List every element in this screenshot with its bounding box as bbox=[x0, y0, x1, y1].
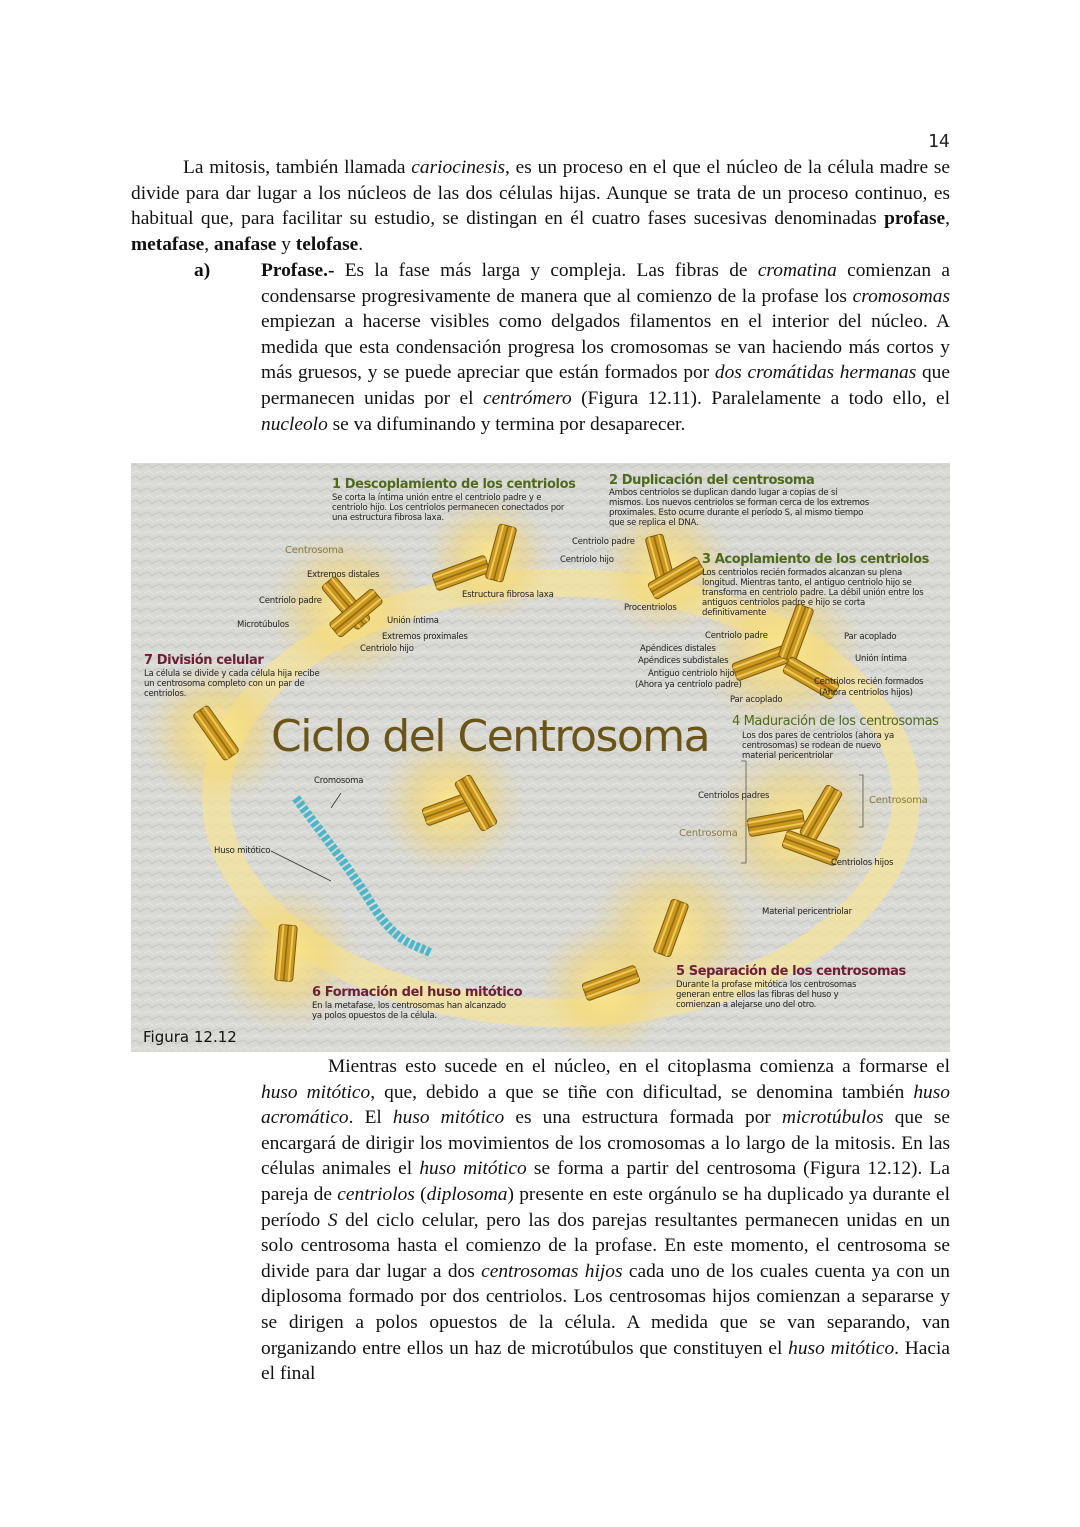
label-antiguo-centriolo-hijo: Antiguo centriolo hijo bbox=[648, 669, 735, 679]
step-2-title: 2 Duplicación del centrosoma bbox=[609, 473, 815, 488]
label-centriolos-hijos: Centriolos hijos bbox=[831, 858, 894, 868]
item-letter: a) bbox=[194, 260, 211, 281]
label-centriolo-padre-3: Centriolo padre bbox=[705, 631, 768, 641]
figure-caption: Figura 12.12 bbox=[143, 1028, 237, 1046]
label-apendices-distales: Apéndices distales bbox=[640, 644, 716, 654]
label-centrosoma-2: Centrosoma bbox=[869, 795, 928, 806]
label-huso-mitotico: Huso mitótico bbox=[214, 846, 271, 856]
label-union-intima-1: Unión íntima bbox=[387, 616, 439, 626]
step-1-title: 1 Descoplamiento de los centriolos bbox=[332, 477, 576, 492]
page-number: 14 bbox=[928, 131, 950, 152]
label-ahora-centriolos-hijos: (Ahora centriolos hijos) bbox=[819, 688, 913, 698]
label-procentriolos: Procentriolos bbox=[624, 603, 677, 613]
label-apendices-subdistales: Apéndices subdistales bbox=[638, 656, 729, 666]
label-centriolos-recien: Centriolos recién formados bbox=[814, 677, 924, 687]
step-5-title: 5 Separación de los centrosomas bbox=[676, 964, 906, 979]
label-centrosoma-3: Centrosoma bbox=[679, 828, 738, 839]
step-6-desc: En la metafase, los centrosomas han alcanzado ya polos opuestos de la célula. bbox=[312, 1001, 506, 1021]
label-par-acoplado-1: Par acoplado bbox=[844, 632, 897, 642]
step-3-title: 3 Acoplamiento de los centriolos bbox=[702, 552, 929, 567]
step-2-desc: Ambos centriolos se duplican dando lugar a copias de sí mismos. Los nuevos centriolos se forman cerca de los extremos proximales. Esto ocurre durante el período S, al mismo tiempo que se replica el DNA. bbox=[609, 488, 870, 528]
step-4-title: 4 Maduración de los centrosomas bbox=[732, 714, 939, 729]
label-union-intima-2: Unión íntima bbox=[855, 654, 907, 664]
label-centriolo-padre-2: Centriolo padre bbox=[572, 537, 635, 547]
label-centriolo-hijo-2: Centriolo hijo bbox=[560, 555, 614, 565]
label-microtubulos: Microtúbulos bbox=[237, 620, 289, 630]
label-extremos-distales: Extremos distales bbox=[307, 570, 380, 580]
figure-centrosome-cycle bbox=[131, 463, 950, 1052]
step-4-desc: Los dos pares de centriolos (ahora ya centrosomas) se rodean de nuevo material pericentriolar bbox=[742, 731, 894, 761]
label-cromosoma: Cromosoma bbox=[314, 776, 364, 786]
label-centrosoma-1: Centrosoma bbox=[285, 545, 344, 556]
step-5-desc: Durante la profase mitótica los centrosomas generan entre ellos las fibras del huso y comienzan a alejarse uno del otro. bbox=[676, 980, 857, 1010]
label-centriolo-padre-1: Centriolo padre bbox=[259, 596, 322, 606]
label-ahora-centriolo-padre: (Ahora ya centriolo padre) bbox=[635, 680, 742, 690]
step-6-title: 6 Formación del huso mitótico bbox=[312, 985, 523, 1000]
profase-item bbox=[131, 258, 950, 437]
step-3-desc: Los centriolos recién formados alcanzan su plena longitud. Mientras tanto, el antiguo centriolo hijo se transforma en centriolo padre. La débil unión entre los antiguos centriolos padre e hijo se corta definitivamente bbox=[702, 568, 924, 618]
label-extremos-proximales: Extremos proximales bbox=[382, 632, 468, 642]
huso-paragraph: Mientras esto sucede en el núcleo, en el citoplasma comienza a formarse el huso mitótico, que, debido a que se tiñe con dificultad, se denomina también huso acromático. El huso mitótico es una estructura formada por microtúbulos que se encargará de dirigir los movimientos de los cromosomas a lo largo de la mitosis. En las células animales el huso mitótico se forma a partir del centrosoma (Figura 12.12). La pareja de centriolos (diplosoma) presente en este orgánulo se ha duplicado ya durante el período S del ciclo celular, pero las dos parejas resultantes permanecen unidas en un solo centrosoma hasta el comienzo de la profase. En este momento, el centrosoma se divide para dar lugar a dos centrosomas hijos cada uno de los cuales cuenta ya con un diplosoma formado por dos centriolos. Los centrosomas hijos comienzan a separarse y se dirigen a polos opuestos de la célula. A medida que se van separando, van organizando entre ellos un haz de microtúbulos que constituyen el huso mitótico. Hacia el final bbox=[261, 1056, 951, 1385]
intro-paragraph: La mitosis, también llamada cariocinesis, es un proceso en el que el núcleo de la célula madre se divide para dar lugar a los núcleos de las dos células hijas. Aunque se trata de un proceso continuo, es habitual que, para facilitar su estudio, se distingan en él cuatro fases sucesivas denominadas profase, metafase, anafase y telofase. bbox=[131, 157, 951, 255]
step-7-title: 7 División celular bbox=[144, 653, 264, 668]
label-par-acoplado-2: Par acoplado bbox=[730, 695, 783, 705]
figure-title: Ciclo del Centrosoma bbox=[271, 711, 710, 762]
step-7-desc: La célula se divide y cada célula hija recibe un centrosoma completo con un par de centriolos. bbox=[144, 669, 320, 699]
label-material-pericentriolar: Material pericentriolar bbox=[762, 907, 852, 917]
label-centriolos-padres: Centriolos padres bbox=[698, 791, 770, 801]
step-1-desc: Se corta la íntima unión entre el centriolo padre y e centriolo hijo. Los centriolos permanecen conectados por una estructura fibrosa laxa. bbox=[332, 493, 565, 523]
label-estructura-fibrosa: Estructura fibrosa laxa bbox=[462, 590, 554, 600]
profase-body: Profase.- Es la fase más larga y compleja. Las fibras de cromatina comienzan a condensarse progresivamente de manera que al comienzo de la profase los cromosomas empiezan a hacerse visibles como delgados filamentos en el interior del núcleo. A medida que esta condensación progresa los cromosomas se van haciendo más cortos y más gruesos, y se puede apreciar que están formados por dos cromátidas hermanas que permanecen unidas por el centrómero (Figura 12.11). Paralelamente a todo ello, el nucleolo se va difuminando y termina por desaparecer. bbox=[261, 260, 950, 435]
label-centriolo-hijo-1: Centriolo hijo bbox=[360, 644, 414, 654]
